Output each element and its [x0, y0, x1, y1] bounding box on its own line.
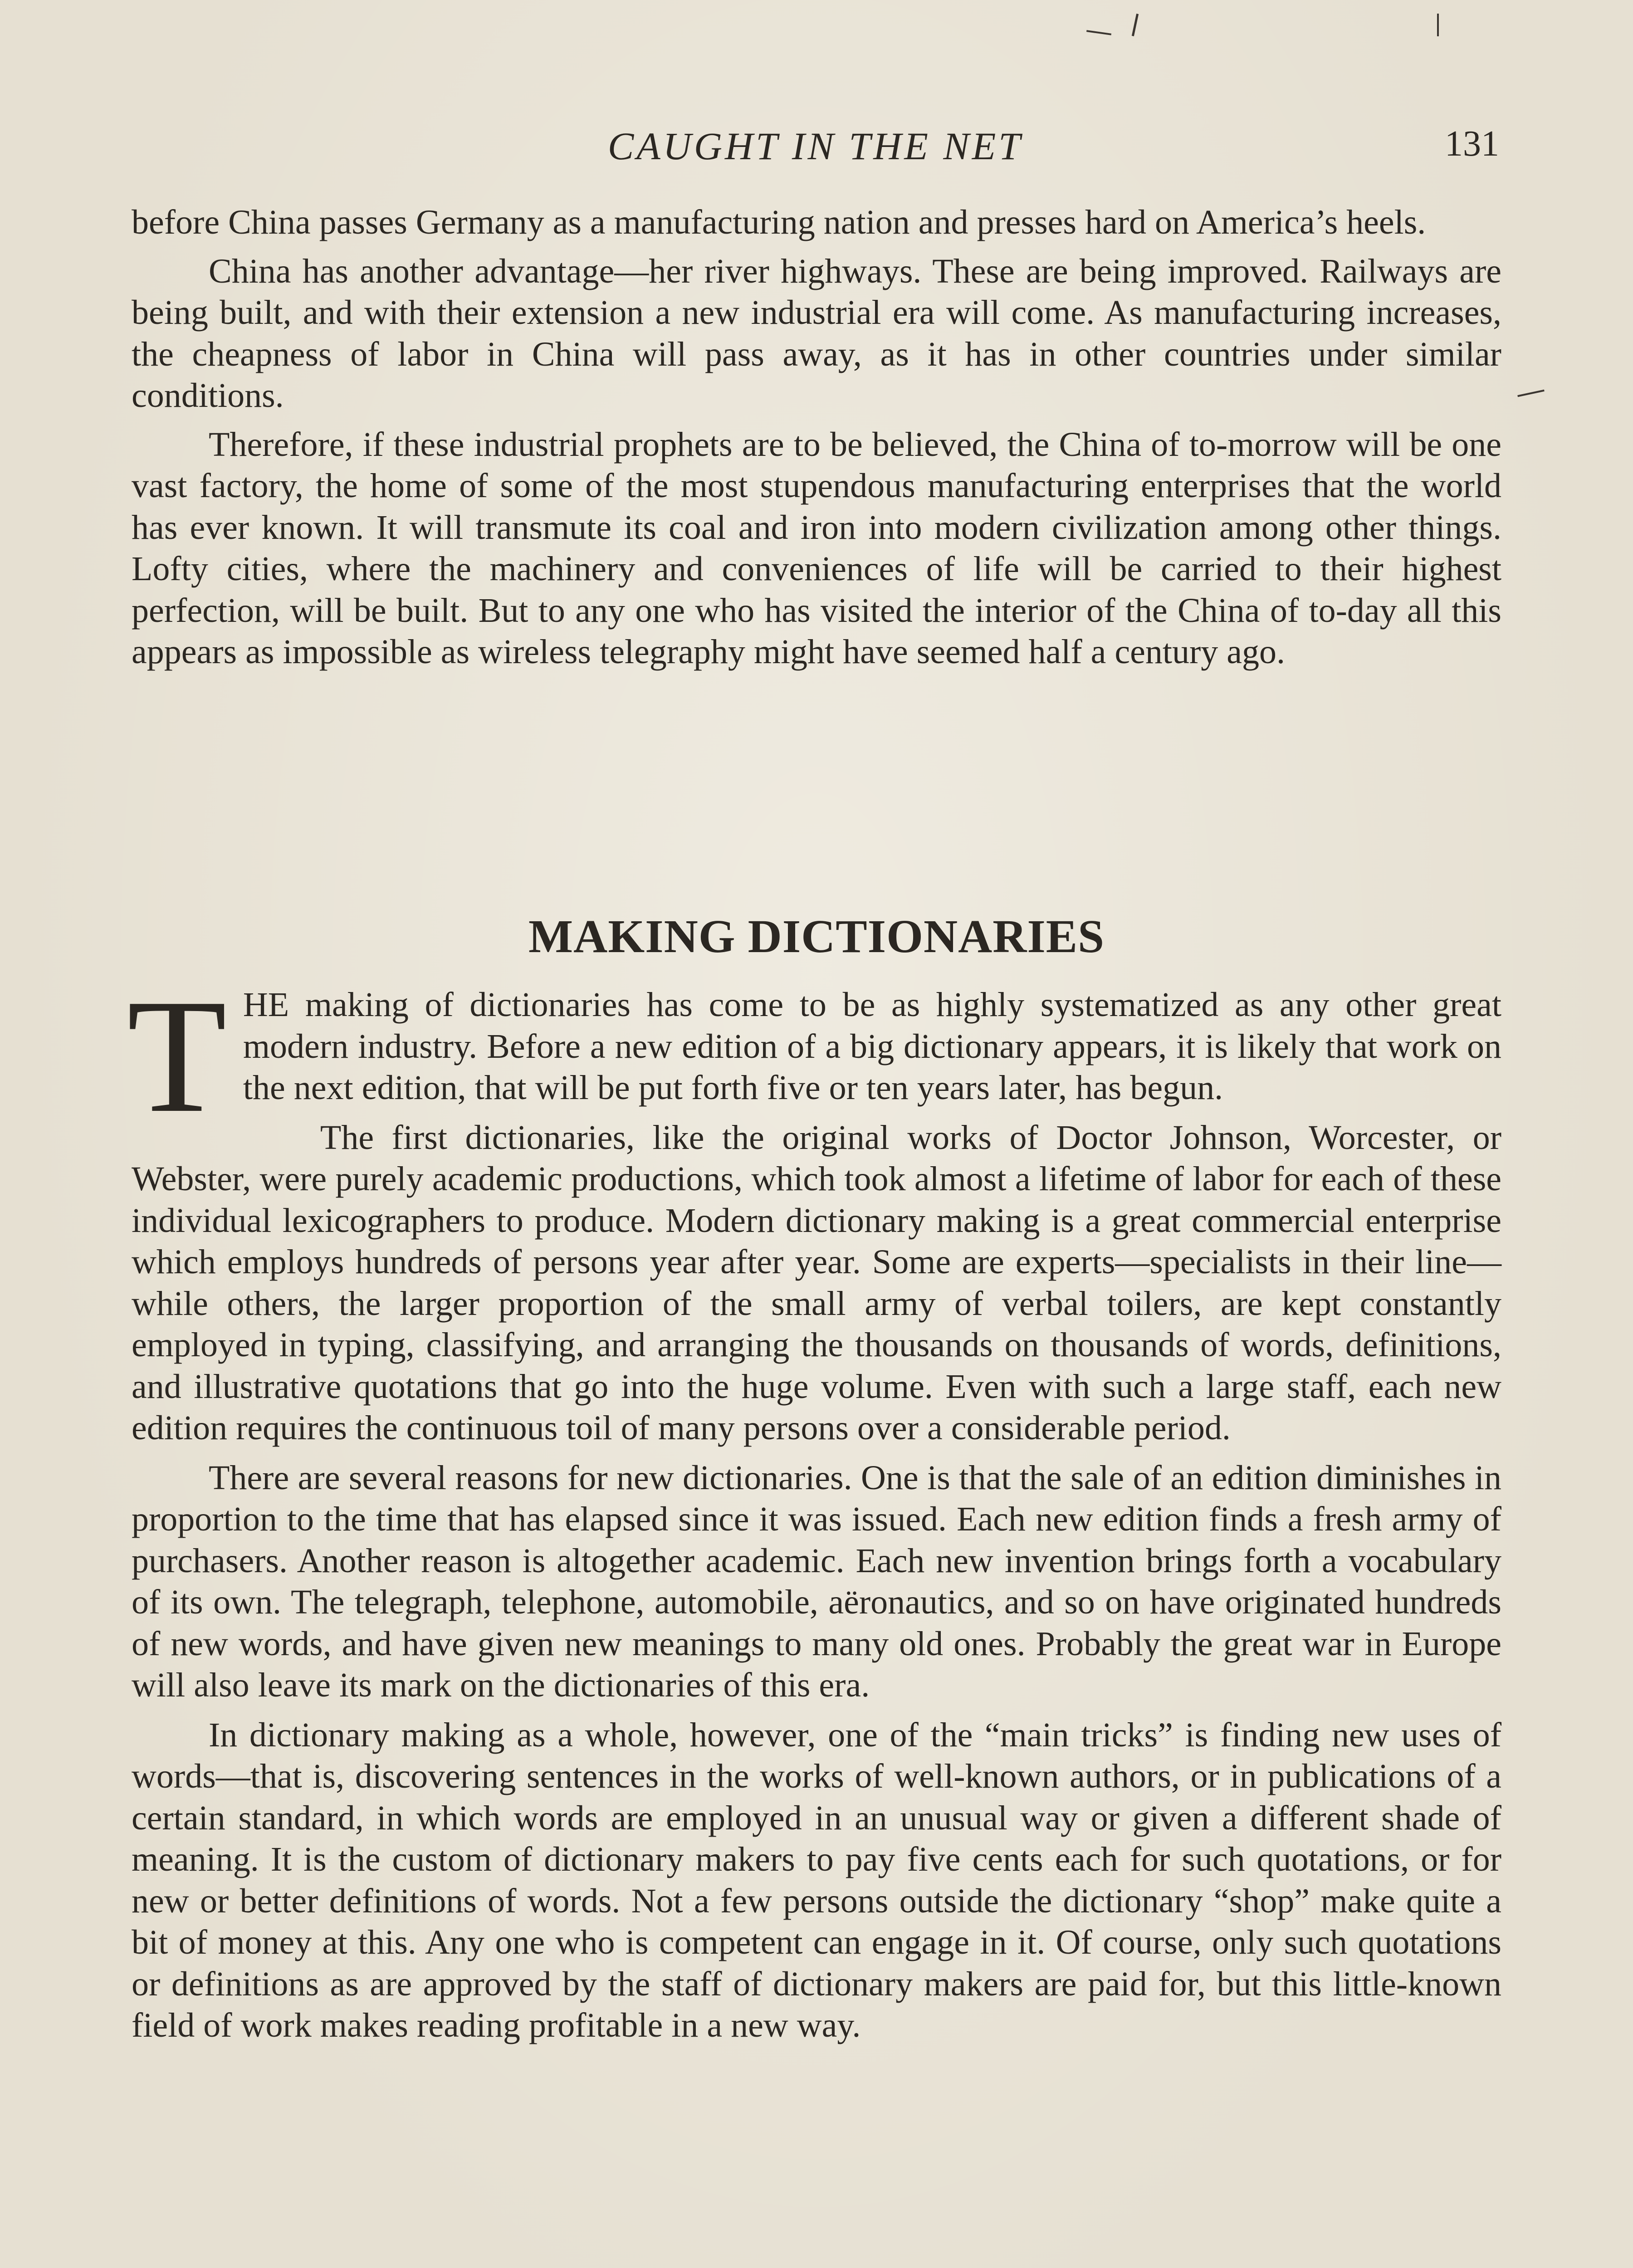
paragraph: China has another advantage—her river highways. These are being improved. Railways are being built, and with their extension a new industrial era will come. As manufacturing increases, the cheapness of labor in China will pass away, as it has in other countries under similar conditions. [132, 252, 1501, 415]
page-header [132, 123, 1499, 169]
lead-paragraph [127, 965, 1501, 1146]
ink-mark [1132, 14, 1139, 36]
previous-article-text [132, 202, 1501, 673]
paragraph: The first dictionaries, like the original works of Doctor Johnson, Worcester, or Webster, were purely academic productions, which took almost a lifetime of labor for each of these individual lexicographers to produce. Modern dictionary making is a great commercial enterprise which employs hundreds of persons year after year. Some are experts—specialists in their line—while others, the larger proportion of the small army of verbal toilers, are kept constantly employed in typing, classifying, and arranging the thousands on thousands of words, definitions, and illustrative quotations that go into the huge volume. Even with such a large staff, each new edition requires the continuous toil of many persons over a considerable period. [132, 1118, 1501, 1447]
paragraph: Therefore, if these industrial prophets are to be believed, the China of to-morrow will be one vast factory, the home of some of the most stupendous manufacturing enterprises that the world has ever known. It will transmute its coal and iron into modern civilization among other things. Lofty cities, where the machinery and conveniences of life will be carried to their highest perfection, will be built. But to any one who has visited the interior of the China of to-day all this appears as impossible as wireless telegraphy might have seemed half a century ago. [132, 425, 1501, 671]
paragraph: In dictionary making as a whole, however, one of the “main tricks” is finding new uses of words—that is, discovering sentences in the works of well-known authors, or in publications of a certain standard, in which words are employed in an unusual way or given a different shade of meaning. It is the custom of dictionary makers to pay five cents each for such quotations, or for new or better definitions of words. Not a few persons outside the dictionary “shop” make quite a bit of money at this. Any one who is competent can engage in it. Of course, only such quotations or definitions as are approved by the staff of dictionary makers are paid for, but this little-known field of work makes reading profitable in a new way. [132, 1716, 1501, 2044]
paragraph: before China passes Germany as a manufacturing nation and presses hard on America’s heels. [132, 203, 1426, 241]
article-title: MAKING DICTIONARIES [528, 910, 1105, 963]
drop-cap: T [127, 965, 227, 1146]
ink-mark [1086, 30, 1111, 35]
ink-mark [1437, 14, 1439, 36]
running-title: CAUGHT IN THE NET [607, 124, 1023, 168]
article-text [127, 965, 1501, 2047]
page-number: 131 [1445, 124, 1499, 164]
lead-text: HE making of dictionaries has come to be as highly systematized as any other great modern industry. Before a new edition of a big dictionary appears, it is likely that work on the next edition, that will be put forth five or ten years later, has begun. [243, 986, 1501, 1107]
ink-mark [1517, 390, 1545, 397]
paragraph: There are several reasons for new dictionaries. One is that the sale of an edition diminishes in proportion to the time that has elapsed since it was issued. Each new edition finds a fresh army of purchasers. Another reason is altogether academic. Each new invention brings forth a vocabulary of its own. The telegraph, telephone, automobile, aëronautics, and so on have originated hundreds of new words, and have given new meanings to many old ones. Probably the great war in Europe will also leave its mark on the dictionaries of this era. [132, 1458, 1501, 1704]
